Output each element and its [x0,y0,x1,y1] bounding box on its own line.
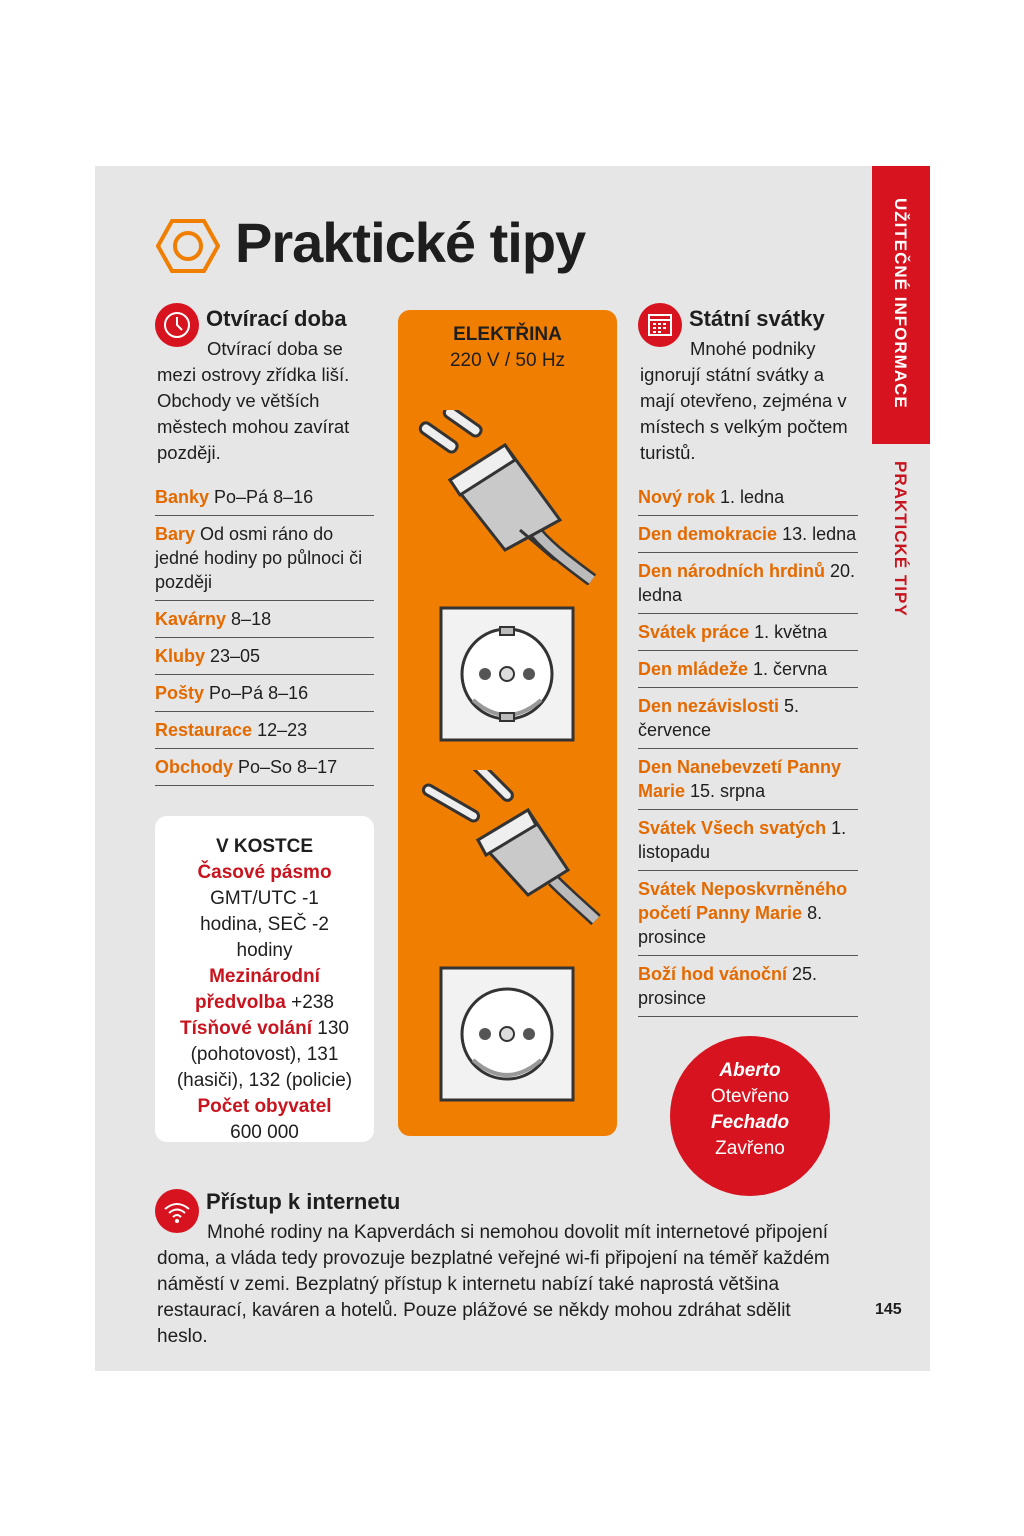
list-item [638,516,858,553]
list-item-value: 1. května [749,622,828,642]
chapter-tab-label[interactable]: PRAKTICKÉ TIPY [891,461,910,617]
list-item-key: Restaurace [155,720,253,740]
list-item-value: Po–So 8–17 [233,757,338,777]
closed-portuguese: Fechado [710,1112,790,1133]
list-item [155,516,374,601]
holidays-intro: Mnohé podniky ignorují státní svátky a mají otevřeno, zejména v místech s velkým počtem turistů. [640,338,848,463]
schuko-socket-icon [438,605,576,743]
list-item-key: Banky [155,487,210,507]
summary-box [155,816,374,1142]
list-item [155,601,374,638]
open-czech: Otevřeno [710,1086,790,1107]
list-item [638,956,858,1017]
closed-czech: Zavřeno [715,1138,785,1159]
open-portuguese: Aberto [719,1060,781,1081]
list-item-value: 8–18 [226,609,272,629]
list-item [638,479,858,516]
list-item-key: Svátek práce [638,622,750,642]
page-title: Praktické tipy [235,211,586,274]
list-item-key: Den demokracie [638,524,778,544]
list-item-key: Den Nanebevzetí Panny Marie [638,757,842,801]
list-item [155,749,374,786]
list-item-key: Den mládeže [638,659,749,679]
list-item-value: 1. června [748,659,828,679]
list-item-value: 5. července [638,696,800,740]
list-item [155,712,374,749]
population-label: Počet obyvatel [197,1096,332,1117]
opening-hours-title: Otvírací doba [206,306,347,331]
emergency-numbers: Tísňové volání 130 (pohotovost), 131 (hasiči), 132 (policie) [176,1018,353,1091]
list-item-value: Od osmi ráno do jedné hodiny po půlnoci či později [155,524,363,592]
page-number: 145 [875,1301,902,1318]
page [95,166,930,1371]
list-item [638,553,858,614]
hexagon-icon [155,218,221,274]
list-item-value: 1. listopadu [638,818,847,862]
population-value: 600 000 [230,1122,299,1143]
open-closed-sign [670,1036,830,1196]
list-item [638,688,858,749]
list-item-value: Po–Pá 8–16 [204,683,309,703]
section-tab-label: UŽITEČNÉ INFORMACE [891,198,910,409]
electricity-card [398,310,617,1136]
list-item [155,479,374,516]
opening-hours-intro: Otvírací doba se mezi ostrovy zřídka liší. Obchody ve větších městech mohou zavírat později. [157,338,350,463]
list-item-value: 12–23 [252,720,308,740]
internet-text: Mnohé rodiny na Kapverdách si nemohou dovolit mít internetové připojení doma, a vláda tedy provozuje bezplatné veřejné wi-fi připojení na téměř každém náměstí v zemi. Bezplatný přístup k internetu nabízí také naprostá většina restaurací, kaváren a hotelů. Pouze plážové se někdy mohou zdráhat sdělit heslo. [157,1222,830,1347]
list-item-key: Den národních hrdinů [638,561,825,581]
opening-hours-list [155,479,374,786]
timezone-label: Časové pásmo [197,862,332,883]
holidays-title: Státní svátky [689,306,825,331]
list-item-value: 20. ledna [638,561,856,605]
list-item-key: Den nezávislosti [638,696,780,716]
electricity-title: ELEKTŘINA [453,324,562,345]
holidays-list [638,479,858,1017]
list-item [638,871,858,956]
list-item-key: Pošty [155,683,205,703]
list-item-key: Boží hod vánoční [638,964,788,984]
summary-title: V KOSTCE [215,836,314,857]
list-item [638,749,858,810]
list-item-key: Svátek Všech svatých [638,818,827,838]
list-item [155,638,374,675]
section-tab[interactable] [872,166,930,444]
list-item [638,614,858,651]
schuko-plug-icon [410,410,610,585]
list-item-key: Svátek Neposkvrněného početí Panny Marie [638,879,848,923]
timezone-value: GMT/UTC -1 hodina, SEČ -2 hodiny [200,888,329,961]
europlug-socket-icon [438,965,576,1103]
list-item-key: Kavárny [155,609,227,629]
list-item-key: Kluby [155,646,206,666]
internet-title: Přístup k internetu [206,1189,401,1214]
list-item-key: Nový rok [638,487,716,507]
list-item [638,810,858,871]
list-item-value: 13. ledna [777,524,857,544]
list-item [155,675,374,712]
list-item-value: 25. prosince [638,964,818,1008]
list-item-value: 8. prosince [638,903,823,947]
list-item-value: 15. srpna [685,781,766,801]
electricity-value: 220 V / 50 Hz [449,350,566,371]
list-item-value: Po–Pá 8–16 [209,487,314,507]
europlug-icon [418,770,608,930]
list-item-value: 23–05 [205,646,261,666]
list-item [638,651,858,688]
dial-prefix: Mezinárodní předvolba +238 [195,966,334,1013]
list-item-key: Bary [155,524,196,544]
list-item-key: Obchody [155,757,234,777]
list-item-value: 1. ledna [715,487,785,507]
